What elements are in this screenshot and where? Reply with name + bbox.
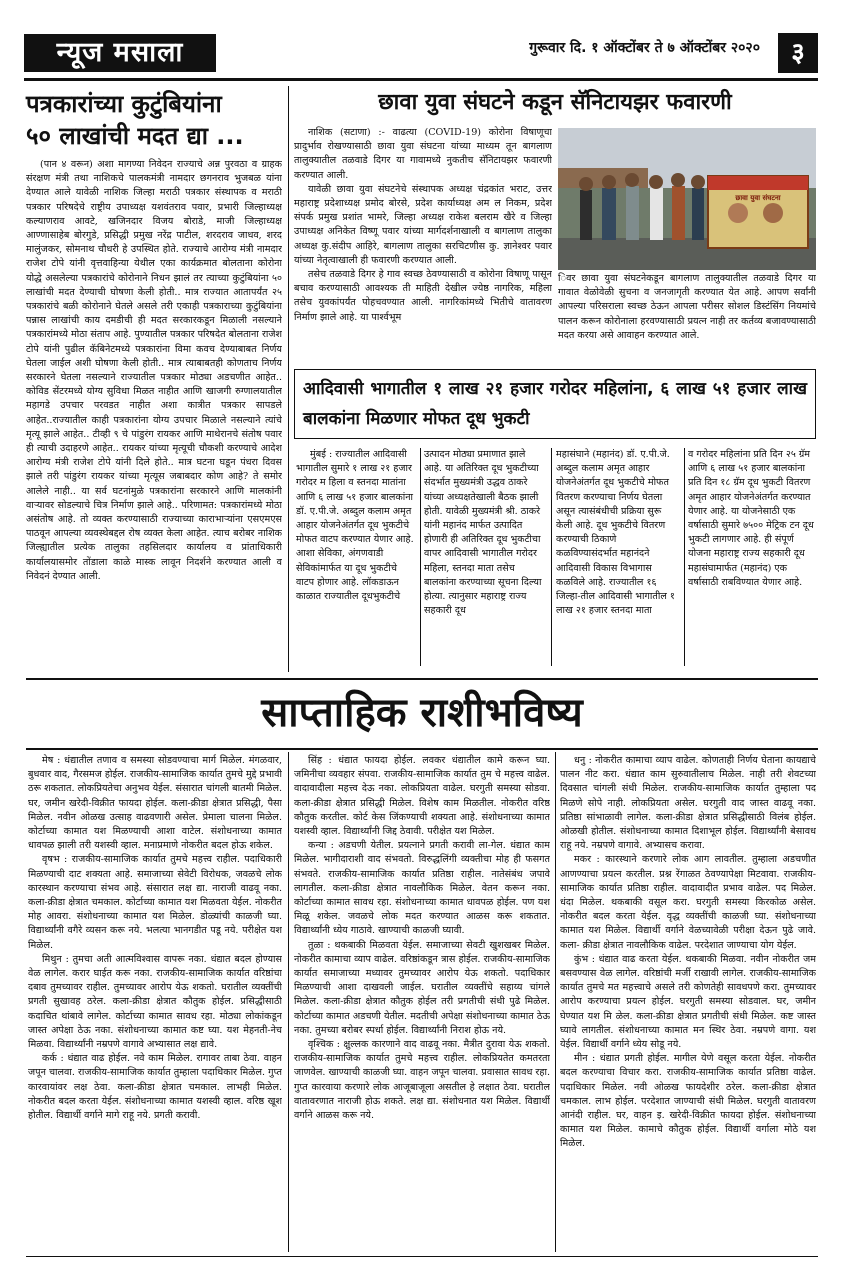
sanitizer-para2: यावेळी छावा युवा संघटनेचे संस्थापक अध्यक्ष चंद्रकांत भराट, उत्तर महाराष्ट्र प्रदेशाध्यक्ष प्रमोद बोरसे, प्रदेश कार्याध्यक्ष अम ल निकम, प्रदेश संपर्क प्रमुख प्रशांत भामरे, जिल्हा अध्यक्ष राकेश बलराम खैरे व जिल्हा उपाध्यक्ष अनिकेत विष्णू पवार यांच्या मार्गदर्शनाखाली व बागलाण तालुका अध्यक्ष कु.संदीप आहिरे, बागलाण तालुका सरचिटणीस कु. ज्ञानेश्वर पवार यांच्या नेतृत्वाखाली ही फवारणी करण्यात आली. bbox=[294, 183, 552, 266]
milk-col3 bbox=[556, 448, 680, 670]
horoscope-title: साप्ताहिक राशीभविष्य bbox=[261, 690, 583, 736]
column-divider bbox=[288, 86, 289, 672]
rashi-kanya: कन्या : अडचणी येतील. प्रयत्नाने प्रगती करावी ला-गेल. धंद्यात काम मिळेल. भागीदाराशी वाद संभवतो. विरुद्धलिंगी व्यक्तीचा मोह ही फसगत संभवते. राजकीय-सामाजिक कार्यात प्रतिष्ठा राहील. नातेसंबंध जपावे लागतील. कला-क्रीडा क्षेत्रात नावलौकिक मिळेल. वेतन करून नका. कोर्टाच्या कामात सावध रहा. संशोधनाच्या कामात धावपळ होईल. पण यश मिळू शकेल. जवळचे लोक मदत करण्यात आळस करू शकतात. विद्यार्थ्यांनी ध्येय गाठावे. खाण्याची काळजी घ्यावी. bbox=[294, 840, 550, 937]
milk-col1 bbox=[296, 448, 416, 670]
left-article-headline bbox=[26, 88, 286, 152]
left-article-body bbox=[26, 158, 282, 670]
masthead-brand: न्यूज मसाला bbox=[24, 34, 216, 72]
sanitizer-para3: तसेच तळवाडे दिगर हे गाव स्वच्छ ठेवण्यासाठी व कोरोना विषाणू पासून बचाव करण्यासाठी आवश्यक ती माहिती देखील ज्येष्ठ नागरिक, महिला तसेच युवकांपर्यंत पोहचवण्यात आली. नागरिकांमध्ये भितीचे वातावरण निर्माण झाले आहे. या पार्श्वभूम bbox=[294, 269, 552, 323]
rashi-sinh: सिंह : धंद्यात फायदा होईल. लवकर धंद्यातील कामे करून घ्या. जमिनीचा व्यवहार संपवा. राजकीय-सामाजिक कार्यात तुम चे महत्त्व वाढेल. वादावादीला महत्त्व देऊ नका. लोकप्रियता वाढेल. घरगुती समस्या सोडवा. कला-क्रीडा क्षेत्रात प्रसिद्धी मिळेल. विशेष काम मिळतील. नोकरीत वरिष्ठ कौतुक करतील. कोर्ट केस जिंकण्याची शक्यता आहे. संशोधनाच्या कामात यशस्वी व्हाल. विद्यार्थ्यांनी जिद्द ठेवावी. परीक्षेत यश मिळेल. bbox=[294, 755, 550, 838]
left-article-text: (पान ४ वरून) अशा मागण्या निवेदन राज्याचे अन्न पुरवठा व ग्राहक संरक्षण मंत्री तथा नाशिकचे पालकमंत्री नामदार छगनराव भुजबळ यांना देण्यात आले यावेळी नाशिक जिल्हा मराठी पत्रकार संस्थापक व मराठी पत्रकार परिषदेचे राष्ट्रीय उपाध्यक्ष यशवंतराव पवार, प्रभारी जिल्हाध्यक्ष कल्याणराव आवटे, खजिनदार विजय बोराडे, माजी जिल्हाध्यक्ष आण्णासाहेब बोरगुडे, प्रसिद्धी प्रमुख नरेंद्र पाटील, शरदराव जाधव, शरद मालुंजकर, सोमनाथ चौधरी हे उपस्थित होते. राज्याचे आरोग्य मंत्री नामदार राजेश टोपे यांनी वृत्तवाहिन्या येथील एका कार्यक्रमात बोलताना कोरोना योद्धे असलेल्या पत्रकारांचे कोरोनाने निधन झालं तर त्याच्या कुटुंबियांना ५० लाखांची मदत देण्याची घोषणा केली होती.. मात्र राज्यात आतापर्यंत २५ पत्रकारांचे बळी कोरोनाने घेतले असले तरी एकाही पत्रकाराच्या कुटुंबियांना पन्नास लाखांची काय दमडीची ही मदत सरकारकडून मिळाली नसल्याने पत्रकारांमध्ये मोठा संताप आहे. पुण्यातील पत्रकार परिषदेत बोलताना राजेश टोपे यांनी पुढील कॅबिनेटमध्ये पत्रकारांना विमा कवच देण्याबाबत निर्णय घेतला जाईल अशी घोषणा केली होती.. मात्र त्याबाबतही कोणताच निर्णय सरकारने घेतला नसल्याने राज्यातील पत्रकार मोठ्या अडचणीत आहेत.. कोविड सेंटरमध्ये योग्य सुविधा मिळत नाहीत आणि खाजगी रुग्णालयातील महागडे उपचार परवडत नाहीत अशा कात्रीत पत्रकार सापडले आहेत..राज्यातील काही पत्रकारांना योग्य उपचार मिळाले नसल्याने त्यांचे मृत्यू झाले आहेत.. टीव्ही ९ चे पांडुरंग रायकर आणि माथेरानचे संतोष पवार ही त्याची उदाहरणे आहेत.. रायकर यांच्या मृत्यूची चौकशी करण्याचे आदेश आरोग्य मंत्री राजेश टोपे यांनी दिले होते.. मात्र घटना घडून पंधरा दिवस झाले तरी पांडुरंग रायकर यांच्या मृत्यूस जबाबदार कोण आहे? ते समोर आलेले नाही.. या सर्व घटनांमुळे पत्रकारांना सरकारने आणि मालकांनी वाऱ्यावर सोडल्याचे चित्र निर्माण झाले आहे.. परिणामत: पत्रकारांमध्ये मोठा असंतोष आहे. तो व्यक्त करण्यासाठी राज्याच्या काराभाऱ्यांना एसएमएस पाठवून आपल्या व्यवस्थेबद्दल रोष व्यक्त केला आहेत. त्याच बरोबर नाशिक जिल्ह्यातील प्रत्येक तालुका तहसिलदार कार्यालय व प्रांताधिकारी कार्यालयासमोर तोंडाला काळे मास्क लावून निदर्शने करण्यात आली व निवेदनं देण्यात आली. bbox=[26, 159, 282, 582]
horoscope-divider-1 bbox=[288, 752, 289, 1252]
left-headline-line2: ५० लाखांची मदत द्या ... bbox=[26, 122, 244, 150]
horoscope-banner bbox=[26, 678, 818, 750]
sanitizer-continued bbox=[558, 272, 816, 364]
milk-headline-box bbox=[294, 369, 816, 439]
rashi-mesh: मेष : धंद्यातील तणाव व समस्या सोडवण्याचा मार्ग मिळेल. मंगळवार, बुधवार वाद, गैरसमज होईल. राजकीय-सामाजिक कार्यात तुमचे मुद्दे प्रभावी ठरू शकतात. लोकप्रियतेचा अनुभव येईल. संसारात चांगली बातमी मिळेल. घर, जमीन खरेदी-विक्रीत फायदा होईल. कला-क्रीडा क्षेत्रात प्रसिद्धी, पैसा मिळेल. नवीन ओळख उत्साह वाढवणारी असेल. प्रेमाला चालना मिळेल. कोर्टाच्या कामात यश मिळण्याची आशा वाटेल. संशोधनाच्या कामात धावपळ झाली तरी यशस्वी व्हाल. मनाप्रमाणे नोकरीत बदल होऊ शकेल. bbox=[28, 755, 282, 852]
rashi-makar: मकर : कारस्थाने करणारे लोक आग लावतील. तुम्हाला अडचणीत आणण्याचा प्रयत्न करतील. प्रश्न रेंगाळत ठेवण्यापेक्षा मिटवावा. राजकीय-सामाजिक कार्यात प्रतिष्ठा राहील. वादावादीत प्रभाव वाढेल. पद मिळेल. धंदा मिळेल. थकबाकी वसूल करा. घरगुती समस्या किरकोळ असेल. नोकरीत बदल करता येईल. वृद्ध व्यक्तींची काळजी घ्या. संशोधनाच्या कामात यश मिळेल. विद्यार्थी वर्गाने वेळच्यावेळी परीक्षा देऊन पुढे जावे. कला- क्रीडा क्षेत्रात नावलौकिक वाढेल. परदेशात जाण्याचा योग येईल. bbox=[560, 854, 816, 951]
issue-date: गुरूवार दि. १ ऑक्टोंबर ते ७ ऑक्टोंबर २०२० bbox=[529, 40, 760, 56]
milk-divider-1 bbox=[420, 448, 421, 666]
rashi-vrushabh: वृषभ : राजकीय-सामाजिक कार्यात तुमचे महत्त्व राहील. पदाधिकारी मिळण्याची दाट शक्यता आहे. समाजाच्या सेवेटी विरोधक, जवळचे लोक कारस्थान करण्याचा संभव आहे. संसारात लक्ष द्या. नाराजी वाढवू नका. कला-क्रीडा क्षेत्रात चमकाल. कोर्टाच्या कामात यश मिळवता येईल. नोकरीत मोह आवरा. संशोधनाच्या कामात यश मिळेल. डोळ्यांची काळजी घ्या. विद्यार्थ्यांनी वगैरे व्यसन करू नये. भलत्या भानगडीत पडू नये. परीक्षेत यश मिळेल. bbox=[28, 854, 282, 951]
milk-divider-3 bbox=[684, 448, 685, 666]
page-number: ३ bbox=[778, 33, 818, 73]
sanitizer-photo bbox=[558, 128, 816, 270]
rashi-mithun: मिथुन : तुमचा अती आत्मविश्वास वापरू नका. धंद्यात बदल होण्यास वेळ लागेल. करार घाईत करू नका. राजकीय-सामाजिक कार्यात वरिष्ठांचा दबाव तुमच्यावर राहील. तुमच्यावर आरोप येऊ शकतो. घरातील व्यक्तींची प्रगती सुखावह ठरेल. कला-क्रीडा क्षेत्रात कौतुक होईल. प्रसिद्धीसाठी कदाचित थांबावे लागेल. कोर्टाच्या कामात सावध रहा. मोठ्या लोकांकडून जास्त अपेक्षा ठेऊ नका. संशोधनाच्या कामात कष्ट घ्या. यश मेहनती-नेच मिळवा. विद्यार्थ्यांनी नम्रपणे वागावे अभ्यासात लक्ष द्यावे. bbox=[28, 953, 282, 1051]
horoscope-divider-2 bbox=[555, 752, 556, 1252]
horoscope-col1 bbox=[28, 754, 282, 1254]
page-bottom-rule bbox=[26, 1256, 818, 1257]
photo-banner-text: छावा युवा संघटना bbox=[735, 194, 781, 202]
sanitizer-continued-text: िवर छावा युवा संघटनेकडून बागलाण तालुक्यातील तळवाडे दिगर या गावात वेळोवेळी सुचना व जनजागृती करण्यात येत आहे. आपण सर्वांनी आपल्या परिसराला स्वच्छ ठेऊन आपला परीसर सोशल डिस्टंसिंग नियमांचे पालन करून कोरोनाला हरवण्यासाठी प्रयत्न नाही तर कर्तव्य बजावण्यासाठी मदत करया असे आवाहन करण्यात आले. bbox=[558, 273, 816, 341]
horoscope-col2 bbox=[294, 754, 550, 1254]
rashi-kark: कर्क : धंद्यात वाढ होईल. नवे काम मिळेल. रागावर ताबा ठेवा. वाहन जपून चालवा. राजकीय-सामाजिक कार्यात तुम्हाला पदाधिकार मिळेल. गुप्त कारवायांवर लक्ष ठेवा. कला-क्रीडा क्षेत्रात चमकाल. लाभही मिळेल. नोकरीत बदल करता येईल. संशोधनाच्या कामात यशस्वी व्हाल. वरिष्ठ खूश होतील. विद्यार्थी वर्गाने मागे राहू नये. प्रगती करावी. bbox=[28, 1053, 282, 1122]
masthead-rule bbox=[24, 78, 818, 81]
horoscope-col3 bbox=[560, 754, 816, 1254]
milk-col4-text: व गरोदर महिलांना प्रति दिन २५ ग्रॅम आणि ६ लाख ५१ हजार बालकांना प्रति दिन १८ ग्रॅम दूध भुकटी वितरण अमृत आहार योजनेअंतर्गत करण्यात येणार आहे. या योजनेसाठी एक वर्षासाठी सुमारे ७५०० मेट्रिक टन दूध भुकटी लागणार आहे. ही संपूर्ण योजना महाराष्ट्र राज्य सहकारी दूध महासंघामार्फत (महानंद) एक वर्षासाठी राबविण्यात येणार आहे. bbox=[688, 449, 814, 588]
rashi-vrushchik: वृश्चिक : क्षुल्लक कारणाने वाद वाढवू नका. मैत्रीत दुरावा येऊ शकतो. राजकीय-सामाजिक कार्यात तुमचे महत्त्व राहील. लोकप्रियतेत कमतरता जाणवेल. खाण्याची काळजी घ्या. वाहन जपून चालवा. प्रवासात सावध रहा. गुप्त कारवाया करणारे लोक आजूबाजूला असतील हे लक्षात ठेवा. घरातील वातावरणात नाराजी होऊ शकते. लक्ष द्या. संशोधनात यश मिळेल. विद्यार्थी वर्गाने आळस करू नये. bbox=[294, 1039, 550, 1122]
milk-col2-text: उत्पादन मोठ्या प्रमाणात झाले आहे. या अतिरिक्त दूध भुकटीच्या संदर्भात मुख्यमंत्री उद्धव ठाकरे यांच्या अध्यक्षतेखाली बैठक झाली होती. यावेळी मुख्यमंत्री श्री. ठाकरे यांनी महानंद मार्फत उत्पादित होणारी ही अतिरिक्त दूध भुकटीचा वापर आदिवासी भागातील गरोदर महिला, स्तनदा माता तसेच बालकांना करण्याच्या सूचना दिल्या होत्या. त्यानुसार महाराष्ट्र राज्य सहकारी दूध bbox=[424, 449, 542, 617]
sanitizer-body bbox=[294, 126, 552, 362]
milk-col2 bbox=[424, 448, 546, 670]
milk-col1-text: मुंबई : राज्यातील आदिवासी भागातील सुमारे १ लाख २१ हजार गरोदर म हिला व स्तनदा मातांना आणि ६ लाख ५१ हजार बालकांना डॉ. ए.पी.जे. अब्दुल कलाम अमृत आहार योजनेअंतर्गत दूध भुकटीचे मोफत वाटप करण्यात येणार आहे. आशा सेविका, अंगणवाडी सेविकांमार्फत या दूध भुकटीचे वाटप होणार आहे. लॉकडाऊन काळात राज्यातील दूधभुकटीचे bbox=[296, 449, 414, 603]
milk-divider-2 bbox=[551, 448, 552, 666]
sanitizer-para1: नाशिक (सटाणा) :- वाढत्या (COVID-19) कोरोना विषाणूचा प्रादुर्भाव रोखण्यासाठी छावा युवा संघटना यांच्या माध्यम तून बागलाण तालुक्यातील तळवाडे दिगर या गावामध्ये नुकतीच सॅनिटायझर फवारणी करण्यात आली. bbox=[294, 127, 552, 181]
rashi-kumbh: कुंभ : धंद्यात वाढ करता येईल. थकबाकी मिळवा. नवीन नोकरीत जम बसवण्यास वेळ लागेल. वरिष्ठांची मर्जी राखावी लागेल. राजकीय-सामाजिक कार्यात तुमचे मत महत्त्वाचे असले तरी कोणतेही सावधपणे करा. तुमच्यावर आरोप करण्याचा प्रयत्न होईल. घरगुती समस्या सोडवाल. घर, जमीन घेण्यात यश मि ळेल. कला-क्रीडा क्षेत्रात प्रगतीची संधी मिळेल. कष्ट जास्त घ्यावे लागतील. संशोधनाच्या कामात मन स्थिर ठेवा. नम्रपणे वागा. यश येईल. विद्यार्थी वर्गाने ध्येय सोडू नये. bbox=[560, 953, 816, 1051]
rashi-dhanu: धनु : नोकरीत कामाचा व्याप वाढेल. कोणताही निर्णय घेताना कायद्याचे पालन नीट करा. धंद्यात काम सुरुवातीलाच मिळेल. नाही तरी शेवटच्या दिवसात चांगली संधी मिळेल. राजकीय-सामाजिक कार्यात तुम्हाला पद मिळणे सोपे नाही. लोकप्रियता असेल. घरगुती वाद जास्त वाढवू नका. प्रतिष्ठा सांभाळावी लागेल. कला-क्रीडा क्षेत्रात प्रसिद्धीसाठी विलंब होईल. ओळखी होतील. संशोधनाच्या कामात दिशाभूल होईल. विद्यार्थ्यांनी बेसावध राहू नये. नम्रपणे वागावे. अभ्यासच करावा. bbox=[560, 755, 816, 852]
rashi-meen: मीन : धंद्यात प्रगती होईल. मागील येणे वसूल करता येईल. नोकरीत बदल करण्याचा विचार करा. राजकीय-सामाजिक कार्यात प्रतिष्ठा वाढेल. पदाधिकार मिळेल. नवी ओळख फायदेशीर ठरेल. कला-क्रीडा क्षेत्रात चमकाल. लाभ होईल. परदेशात जाण्याची संधी मिळेल. घरगुती वातावरण आनंदी राहील. घर, वाहन इ. खरेदी-विक्रीत फायदा होईल. संशोधनाच्या कामात यश मिळेल. कामाचे कौतुक होईल. विद्यार्थी वर्गाला मोठे यश मिळेल. bbox=[560, 1053, 816, 1150]
sanitizer-headline: छावा युवा संघटने कडून सॅनिटायझर फवारणी bbox=[378, 90, 732, 115]
milk-col4 bbox=[688, 448, 814, 670]
rashi-tula: तुळा : थकबाकी मिळवता येईल. समाजाच्या सेवटी खुशखबर मिळेल. नोकरीत कामाचा व्याप वाढेल. वरिष्ठांकडून त्रास होईल. राजकीय-सामाजिक कार्यात समाजाच्या मध्यावर तुमच्यावर आरोप येऊ शकतो. पदाधिकार मिळण्याची आशा दाखवली जाईल. घरातील व्यक्तींचे सहाय्य चांगले मिळेल. कला-क्रीडा क्षेत्रात कौतुक होईल तरी प्रगतीची संधी पुढे मिळेल. कोर्टाच्या कामात अडचणी येतील. मदतीची अपेक्षा संशोधनाच्या कामात ठेऊ नका. तुमच्या बरोबर स्पर्धा होईल. विद्यार्थ्यांनी निराश होऊ नये. bbox=[294, 939, 550, 1036]
milk-col3-text: महासंघाने (महानंद) डॉ. ए.पी.जे. अब्दुल कलाम अमृत आहार योजनेअंतर्गत दूध भुकटीचे मोफत वितरण करण्याचा निर्णय घेतला असून त्यासंबंधीची प्रक्रिया सुरू केली आहे. दूध भुकटीचे वितरण करण्याची ठिकाणे कळविण्यासंदर्भात महानंदने आदिवासी विकास विभागास कळविले आहे. राज्यातील १६ जिल्हा-तील आदिवासी भागातील १ लाख २१ हजार स्तनदा माता bbox=[556, 449, 675, 617]
milk-headline: आदिवासी भागातील १ लाख २१ हजार गरोदर महिलांना, ६ लाख ५१ हजार लाख बालकांना मिळणार मोफत दूध भुकटी bbox=[303, 379, 807, 429]
left-headline-line1: पत्रकारांच्या कुटुंबियांना bbox=[26, 90, 222, 118]
